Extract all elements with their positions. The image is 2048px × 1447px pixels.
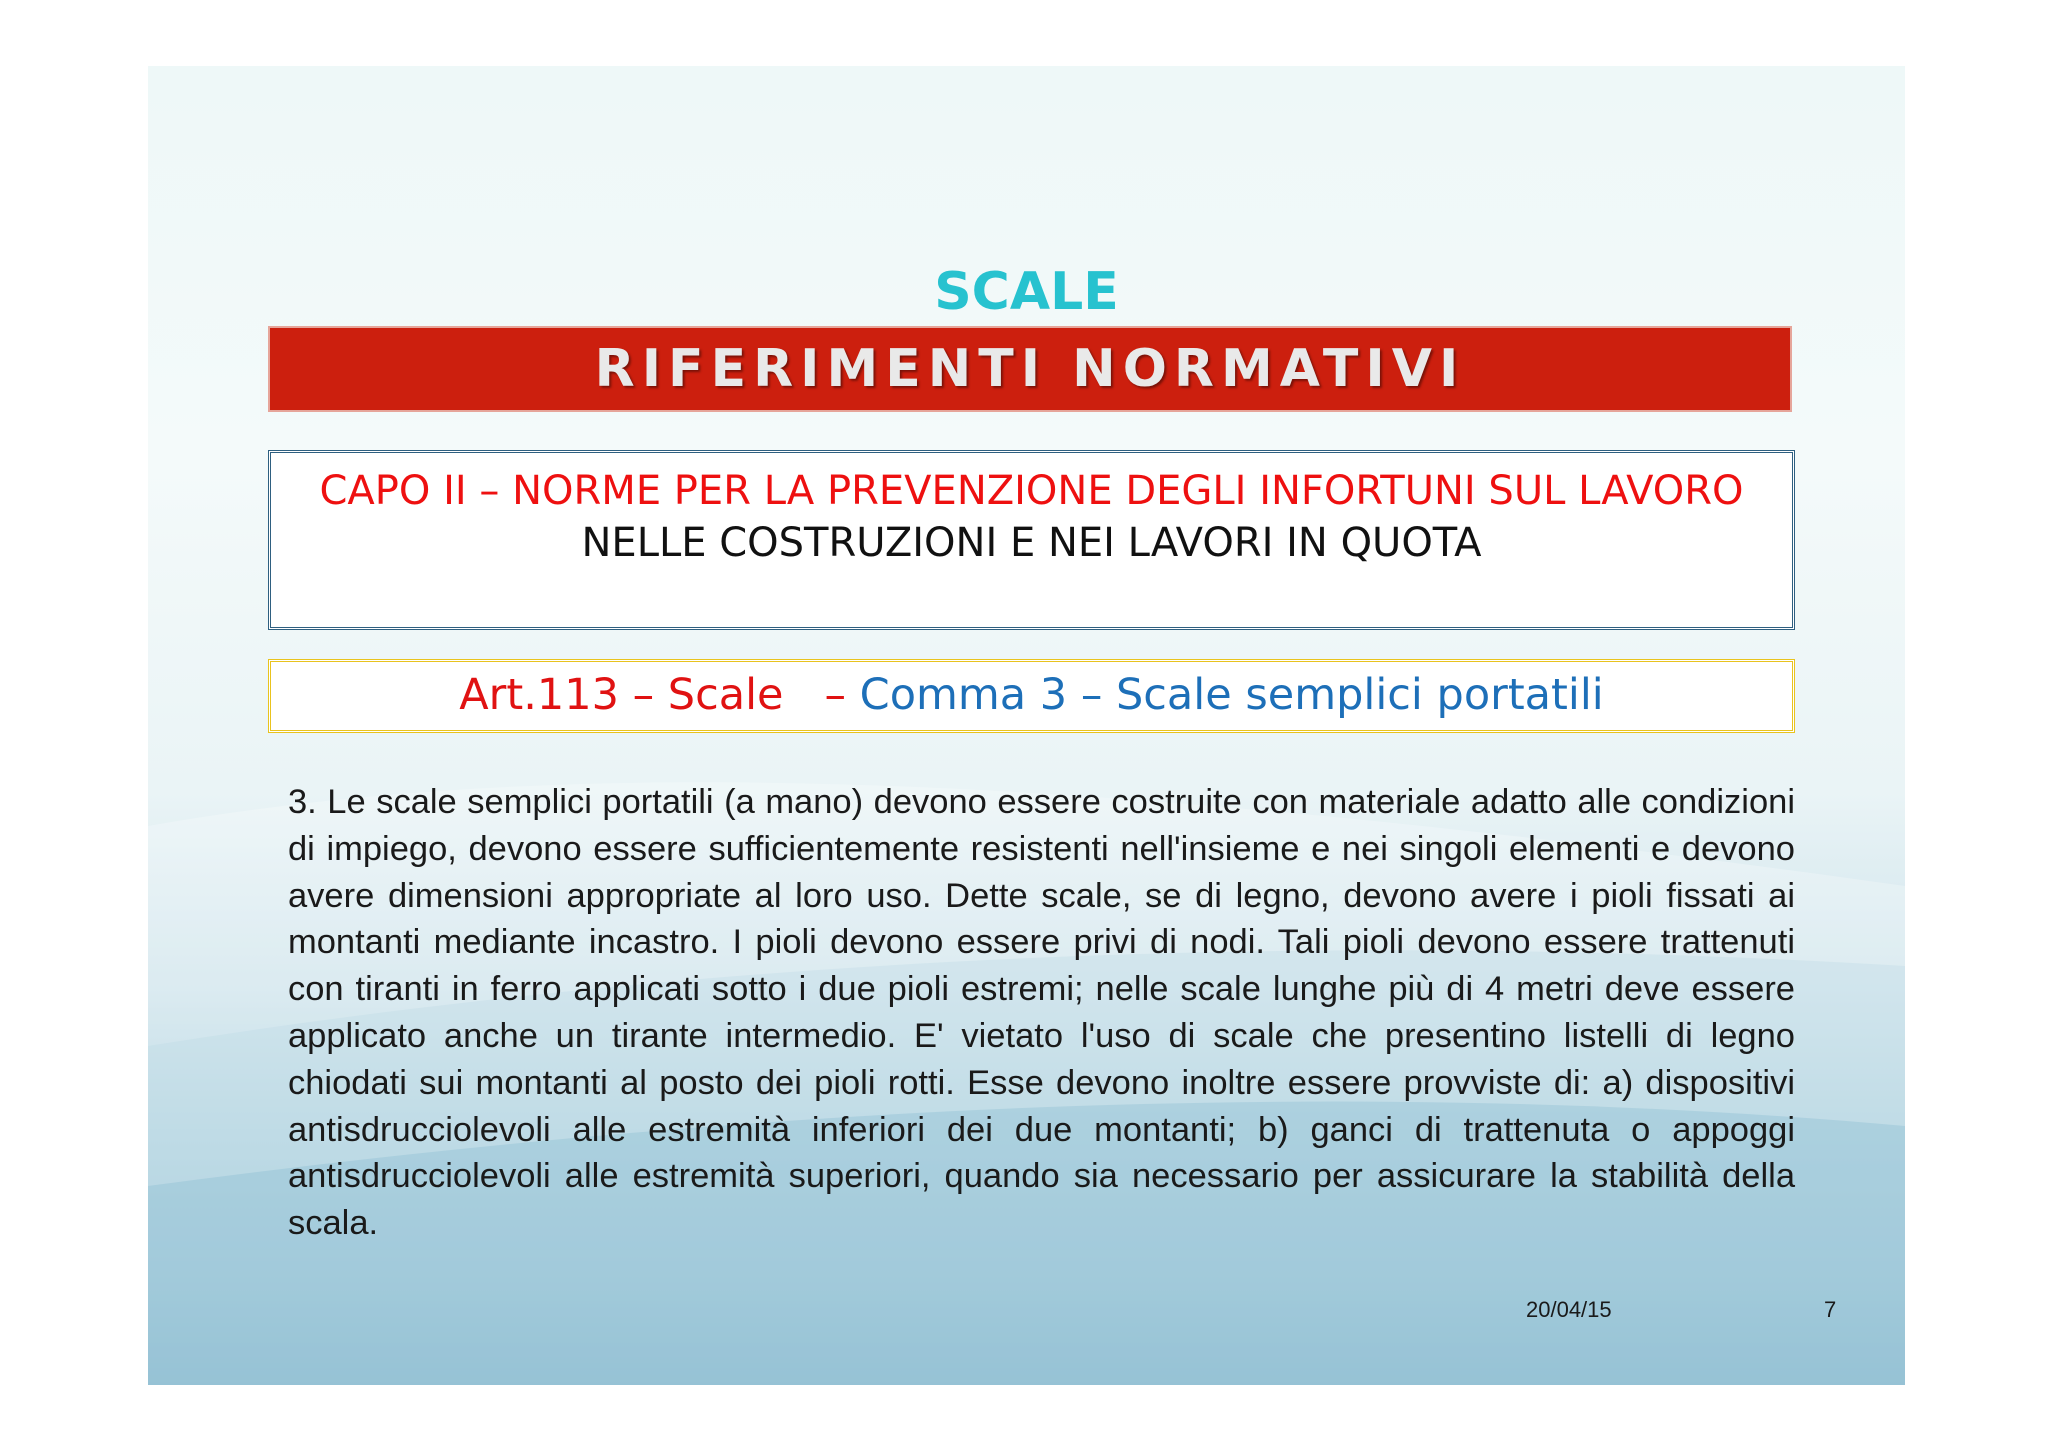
page-number: 7 bbox=[1824, 1297, 1837, 1322]
footer-date: 20/04/15 bbox=[1526, 1297, 1612, 1322]
slide bbox=[148, 66, 1905, 1385]
article-body-text: 3. Le scale semplici portatili (a mano) devono essere costruite con materiale adatto alle condizioni di impiego, devono essere sufficientemente resistenti nell'insieme e nei singoli elementi e devono avere dimensioni appropriate al loro uso. Dette scale, se di legno, devono avere i pioli fissati ai montanti mediante incastro. I pioli devono essere privi di nodi. Tali pioli devono essere trattenuti con tiranti in ferro applicati sotto i due pioli estremi; nelle scale lunghe più di 4 metri deve essere applicato anche un tirante intermedio. E' vietato l'uso di scale che presentino listelli di legno chiodati sui montanti al posto dei pioli rotti. Esse devono inoltre essere provviste di: a) dispositivi antisdrucciolevoli alle estremità inferiori dei due montanti; b) ganci di trattenuta o appoggi antisdrucciolevoli alle estremità superiori, quando sia necessario per assicurare la stabilità della scala. bbox=[288, 783, 1795, 1243]
capo-box bbox=[268, 450, 1795, 630]
article-comma: Comma 3 – Scale semplici portatili bbox=[859, 670, 1604, 720]
article-box bbox=[268, 659, 1795, 733]
capo-heading: CAPO II – NORME PER LA PREVENZIONE DEGLI INFORTUNI SUL LAVORO bbox=[319, 468, 1744, 514]
article-number: Art.113 – Scale – bbox=[459, 670, 860, 720]
slide-title: SCALE bbox=[934, 262, 1119, 322]
section-banner bbox=[268, 326, 1792, 412]
banner-text: RIFERIMENTI NORMATIVI bbox=[594, 339, 1466, 399]
capo-subheading: NELLE COSTRUZIONI E NEI LAVORI IN QUOTA bbox=[581, 520, 1482, 566]
